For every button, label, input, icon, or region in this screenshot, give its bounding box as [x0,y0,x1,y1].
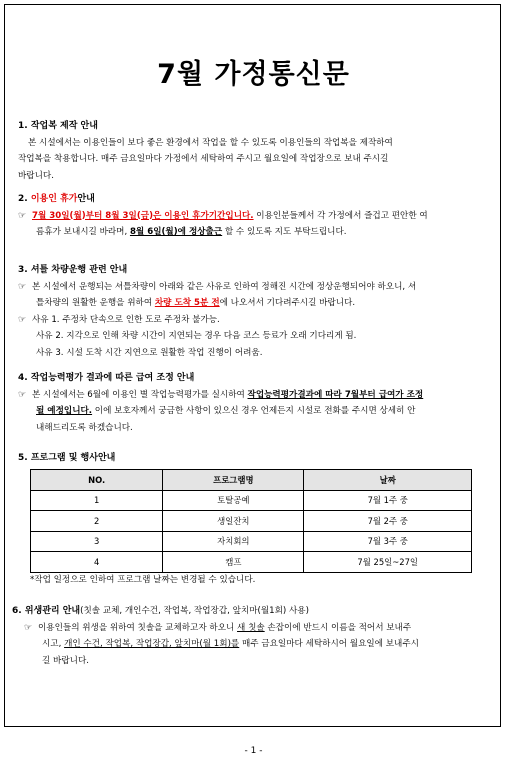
text-run: 손잡이에 반드시 이름을 적어서 보내주 [264,622,412,633]
table-cell: 7월 25일~27일 [304,552,472,573]
table-row [31,511,472,532]
text-run: 길 바랍니다. [42,655,89,666]
text-run: 본 시설에서 운행되는 셔틀차량이 아래와 같은 사유로 인하여 정해진 시간에 정상운행되어야 하오니, 셔 [32,281,417,292]
text-run: 시고, [42,639,65,649]
table-row [31,490,472,511]
page-number: - 1 - [244,746,263,756]
bullet-paragraph [18,312,490,329]
table-cell: 2 [31,511,163,532]
program-table [30,469,472,573]
items-highlight: 개인 수건, 작업복, 작업장갑, 앞치마(월 1회)를 [64,639,240,649]
page-title: 7월 가정통신문 [157,59,350,90]
table-header-row [31,470,472,491]
table-row [31,531,472,552]
section-shuttle [18,262,490,361]
toothbrush-highlight: 새 칫솔 [237,622,265,633]
table-cell: 4 [31,552,163,573]
table-cell: 7월 2주 중 [304,511,472,532]
return-date: 8월 6일(월)에 정상출근 [129,227,223,237]
arrival-time-highlight: 차량 도착 5분 전 [154,298,220,308]
program-note: *작업 일정으로 인하여 프로그램 날짜는 변경될 수 있습니다. [30,575,256,585]
heading-highlight: 이용인 휴가 [30,194,78,204]
table-cell: 7월 1주 중 [304,490,472,511]
table-cell: 3 [31,531,163,552]
paragraph-line: 바랍니다. [18,170,54,181]
bullet-paragraph [18,279,490,312]
heading-bold: 6. 위생관리 안내 [12,606,81,616]
text-run: 름휴가 보내시길 바라며, [36,227,130,237]
paragraph-line: 본 시설에서는 이용인들이 보다 좋은 환경에서 작업을 할 수 있도록 이용인들의 작업복을 제작하여 [28,137,393,148]
column-header: 날짜 [304,470,472,491]
reason-3: 사유 3. 시설 도착 시간 지연으로 원활한 작업 진행이 어려움. [36,347,263,358]
section-vacation [18,191,490,241]
section-hygiene [12,603,490,669]
table-cell: 1 [31,490,163,511]
salary-highlight: 될 예정입니다. [36,406,93,416]
pointing-hand-icon: ☞ [24,622,33,633]
paragraph-line: 작업복을 착용합니다. 매주 금요일마다 가정에서 세탁하여 주시고 월요일에 작업장으로 보내 주시길 [18,154,389,164]
pointing-hand-icon: ☞ [18,281,27,292]
text-run: 본 시설에서는 6월에 이용인 별 작업능력평가를 실시하여 [32,389,248,400]
text-run: 틀차량의 원활한 운행을 위하여 [36,298,155,308]
section-programs [18,450,490,467]
heading-detail: (칫솔 교체, 개인수건, 작업복, 작업장갑, 앞치마(월1회) 사용) [80,606,309,616]
table-cell: 7월 3주 중 [304,531,472,552]
section-heading: 4. 작업능력평가 결과에 따른 급여 조정 안내 [18,373,195,383]
section-heading [12,603,490,620]
bullet-paragraph [18,387,490,437]
table-cell: 생일잔치 [163,511,304,532]
section-heading: 1. 작업복 제작 안내 [18,121,98,131]
reason-1: 사유 1. 주정차 단속으로 인한 도로 주정차 불가능. [32,314,220,325]
heading-number: 2. [18,194,28,204]
section-work-uniform [18,118,490,184]
text-run: 할 수 있도록 지도 부탁드립니다. [222,227,347,237]
pointing-hand-icon: ☞ [18,210,27,221]
text-run: 매주 금요일마다 세탁하시어 월요일에 보내주시 [239,639,419,649]
vacation-dates: 7월 30일(월)부터 8월 3일(금)은 이용인 휴가기간입니다. [32,210,254,221]
text-run: 이에 보호자께서 궁금한 사항이 있으신 경우 언제든지 시설로 전화를 주시면 상세히 안 [92,406,416,416]
text-run: 이용인들의 위생을 위하여 칫솔을 교체하고자 하오니 [38,622,238,633]
text-run: 에 나오셔서 기다려주시길 바랍니다. [219,298,356,308]
table-cell: 토탈공예 [163,490,304,511]
bullet-paragraph [18,208,490,241]
column-header: NO. [31,470,163,491]
table-cell: 캠프 [163,552,304,573]
bullet-paragraph [24,620,490,670]
salary-highlight: 작업능력평가결과에 따라 7월부터 급여가 조정 [247,389,424,400]
section-salary [18,370,490,436]
section-heading [18,191,490,208]
reason-2: 사유 2. 지각으로 인해 차량 시간이 지연되는 경우 다음 코스 등료가 오래 기다리게 됨. [36,331,357,341]
table-cell: 자치회의 [163,531,304,552]
table-row [31,552,472,573]
section-heading: 3. 셔틀 차량운행 관련 안내 [18,265,128,275]
text-run: 이용인분들께서 각 가정에서 즐겁고 편안한 여 [253,210,428,221]
column-header: 프로그램명 [163,470,304,491]
section-heading: 5. 프로그램 및 행사안내 [18,453,116,463]
text-run: 내해드리도록 하겠습니다. [36,422,133,433]
pointing-hand-icon: ☞ [18,389,27,400]
heading-suffix: 안내 [77,194,95,204]
pointing-hand-icon: ☞ [18,314,27,325]
